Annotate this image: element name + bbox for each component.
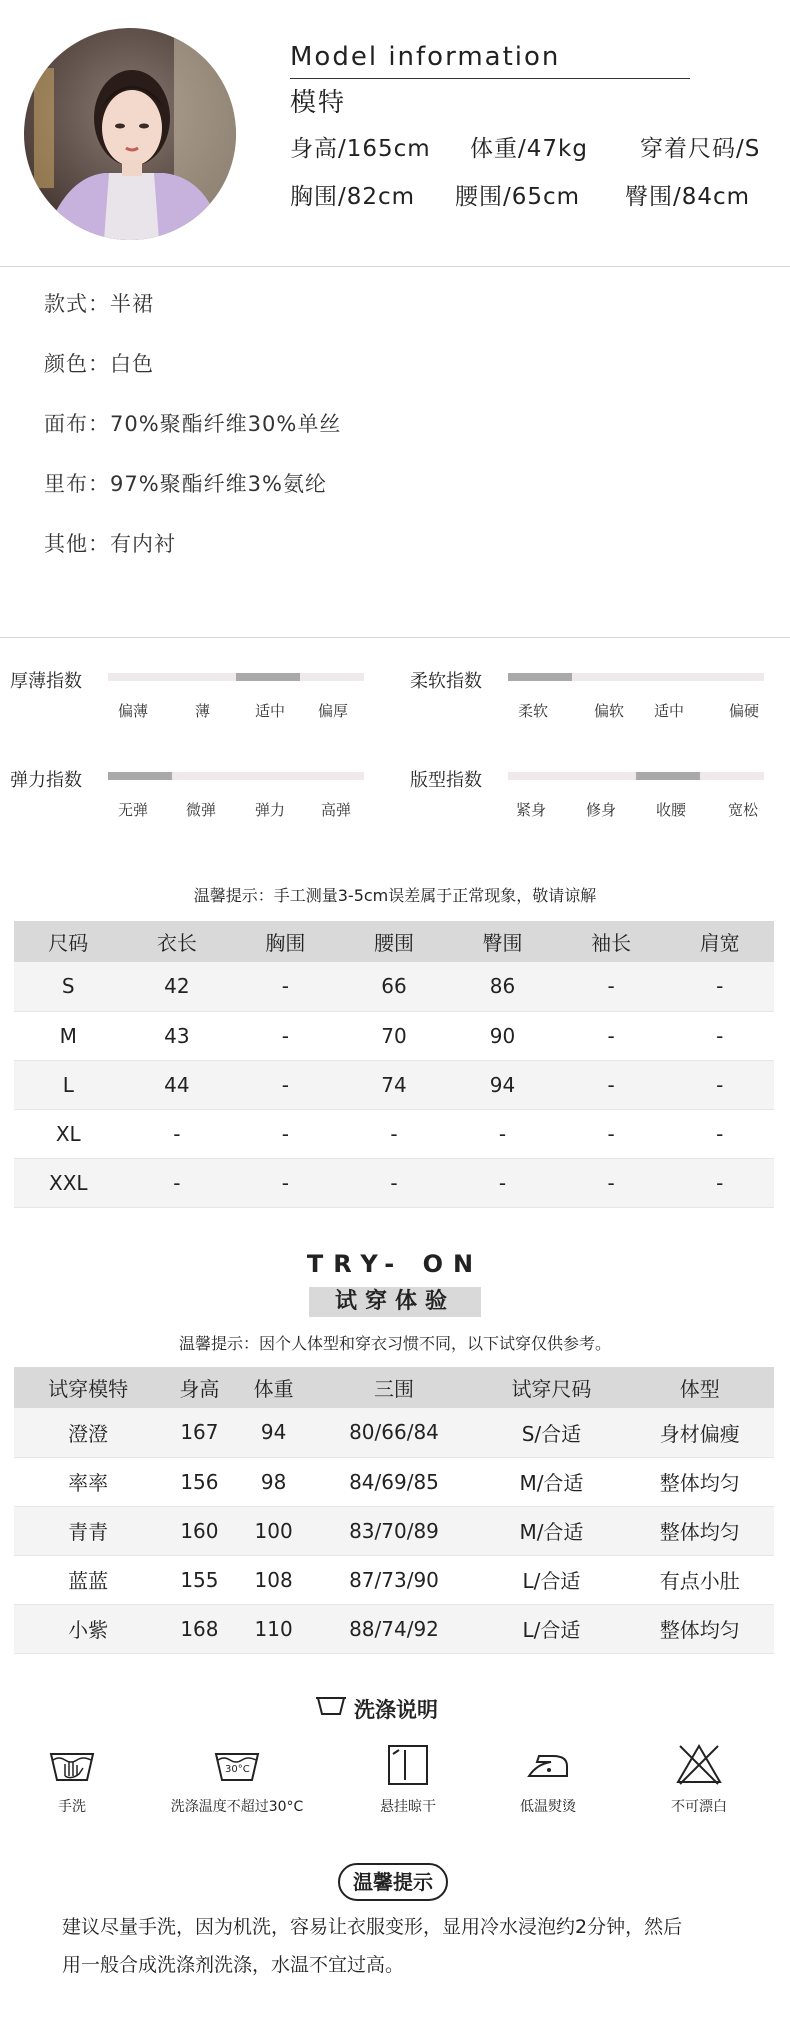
- table-cell: 小紫: [14, 1604, 162, 1653]
- table-cell: XL: [14, 1109, 123, 1158]
- table-row: [14, 1011, 774, 1060]
- spec-lining: 里布：97%聚酯纤维3%氨纶: [44, 472, 327, 496]
- basin-icon: [316, 1694, 346, 1722]
- elasticity-index-bar: [108, 772, 364, 780]
- hang-dry-icon: [383, 1740, 433, 1790]
- spec-fabric: 面布：70%聚酯纤维30%单丝: [44, 412, 342, 436]
- model-bust: 胸围/82cm: [290, 184, 416, 210]
- table-cell: M/合适: [477, 1457, 625, 1506]
- model-photo: [24, 28, 236, 240]
- col-header: 腰围: [340, 921, 449, 962]
- elasticity-index-fill: [108, 772, 172, 780]
- title-underline: [290, 78, 690, 79]
- table-cell: L/合适: [477, 1604, 625, 1653]
- model-hip: 臀围/84cm: [625, 184, 751, 210]
- table-cell: 43: [123, 1011, 232, 1060]
- table-cell: -: [665, 1109, 774, 1158]
- table-row: [14, 1555, 774, 1604]
- thickness-index-bar: [108, 673, 364, 681]
- table-cell: 66: [340, 962, 449, 1011]
- col-header: 胸围: [231, 921, 340, 962]
- table-cell: -: [557, 1011, 666, 1060]
- table-cell: -: [231, 1158, 340, 1207]
- col-header: 肩宽: [665, 921, 774, 962]
- wash-label: 低温熨烫: [520, 1799, 576, 1815]
- table-cell: -: [665, 962, 774, 1011]
- table-cell: 44: [123, 1060, 232, 1109]
- col-header: 臀围: [448, 921, 557, 962]
- col-header: 尺码: [14, 921, 123, 962]
- fit-tick: 宽松: [728, 801, 759, 819]
- table-cell: 90: [448, 1011, 557, 1060]
- table-cell: 74: [340, 1060, 449, 1109]
- softness-index-bar: [508, 673, 764, 681]
- softness-tick: 柔软: [518, 702, 549, 720]
- table-cell: -: [557, 1109, 666, 1158]
- tryon-title-cn: 试穿体验: [309, 1287, 481, 1317]
- tryon-title-en: TRY- ON: [306, 1250, 484, 1278]
- elasticity-tick: 弹力: [255, 801, 286, 819]
- table-row: [14, 1604, 774, 1653]
- table-cell: 168: [162, 1604, 236, 1653]
- table-cell: 澄澄: [14, 1408, 162, 1457]
- softness-index-fill: [508, 673, 572, 681]
- tips-line-2: 用一般合成洗涤剂洗涤，水温不宜过高。: [62, 1954, 405, 1976]
- table-cell: 整体均匀: [626, 1604, 774, 1653]
- table-cell: -: [448, 1158, 557, 1207]
- model-info-title: Model information: [290, 42, 561, 72]
- table-cell: 86: [448, 962, 557, 1011]
- table-cell: 156: [162, 1457, 236, 1506]
- tryon-note: 温馨提示：因个人体型和穿衣习惯不同，以下试穿仅供参考。: [178, 1334, 611, 1353]
- table-cell: 94: [448, 1060, 557, 1109]
- size-table-header: [14, 921, 774, 962]
- fit-tick: 收腰: [656, 801, 687, 819]
- table-cell: 87/73/90: [311, 1555, 478, 1604]
- table-cell: 84/69/85: [311, 1457, 478, 1506]
- col-header: 身高: [162, 1367, 236, 1408]
- col-header: 体重: [237, 1367, 311, 1408]
- table-cell: M/合适: [477, 1506, 625, 1555]
- elasticity-tick: 高弹: [321, 801, 352, 819]
- table-cell: 100: [237, 1506, 311, 1555]
- fit-index-label: 版型指数: [410, 770, 482, 791]
- table-cell: -: [340, 1158, 449, 1207]
- table-cell: -: [448, 1109, 557, 1158]
- table-cell: -: [665, 1158, 774, 1207]
- low-iron-icon: [523, 1740, 573, 1790]
- model-weight: 体重/47kg: [470, 136, 588, 162]
- wash-label: 洗涤温度不超过30°C: [170, 1799, 304, 1815]
- spec-other: 其他：有内衬: [44, 532, 176, 556]
- table-cell: S: [14, 962, 123, 1011]
- table-cell: -: [557, 962, 666, 1011]
- table-row: [14, 1109, 774, 1158]
- table-cell: 88/74/92: [311, 1604, 478, 1653]
- table-cell: 蓝蓝: [14, 1555, 162, 1604]
- model-subtitle: 模特: [290, 88, 347, 118]
- table-row: [14, 1457, 774, 1506]
- hand-wash-icon: [47, 1740, 97, 1790]
- divider: [0, 266, 790, 267]
- table-cell: 83/70/89: [311, 1506, 478, 1555]
- table-cell: -: [340, 1109, 449, 1158]
- thickness-index-fill: [236, 673, 300, 681]
- table-cell: 率率: [14, 1457, 162, 1506]
- table-row: [14, 1158, 774, 1207]
- thickness-tick: 偏厚: [318, 702, 349, 720]
- col-header: 三围: [311, 1367, 478, 1408]
- no-bleach-icon: [674, 1740, 724, 1790]
- softness-tick: 适中: [654, 702, 685, 720]
- col-header: 体型: [626, 1367, 774, 1408]
- col-header: 袖长: [557, 921, 666, 962]
- col-header: 衣长: [123, 921, 232, 962]
- tryon-table: [14, 1367, 774, 1654]
- size-table-note: 温馨提示：手工测量3-5cm误差属于正常现象，敬请谅解: [193, 886, 597, 905]
- table-cell: -: [231, 1060, 340, 1109]
- table-cell: 70: [340, 1011, 449, 1060]
- table-cell: 110: [237, 1604, 311, 1653]
- table-cell: 80/66/84: [311, 1408, 478, 1457]
- table-cell: -: [665, 1060, 774, 1109]
- table-cell: 98: [237, 1457, 311, 1506]
- tips-line-1: 建议尽量手洗，因为机洗，容易让衣服变形，显用冷水浸泡约2分钟，然后: [62, 1916, 683, 1938]
- table-cell: 160: [162, 1506, 236, 1555]
- fit-tick: 紧身: [516, 801, 547, 819]
- table-row: [14, 1506, 774, 1555]
- table-cell: -: [231, 1011, 340, 1060]
- elasticity-tick: 微弹: [186, 801, 217, 819]
- wash-label: 悬挂晾干: [380, 1799, 436, 1815]
- fit-index-fill: [636, 772, 700, 780]
- table-cell: -: [123, 1158, 232, 1207]
- elasticity-index-label: 弹力指数: [10, 770, 82, 791]
- spec-style: 款式：半裙: [44, 292, 154, 316]
- table-cell: -: [557, 1158, 666, 1207]
- softness-tick: 偏软: [594, 702, 625, 720]
- table-cell: 155: [162, 1555, 236, 1604]
- size-table: [14, 921, 774, 1208]
- model-height: 身高/165cm: [290, 136, 431, 162]
- wash-temp: 30°C: [225, 1764, 250, 1775]
- wash-30-icon: [212, 1740, 262, 1790]
- wash-label: 不可漂白: [671, 1799, 727, 1815]
- table-cell: M: [14, 1011, 123, 1060]
- model-waist: 腰围/65cm: [455, 184, 581, 210]
- table-row: [14, 1408, 774, 1457]
- table-cell: 整体均匀: [626, 1457, 774, 1506]
- thickness-tick: 适中: [255, 702, 286, 720]
- softness-index-label: 柔软指数: [410, 671, 482, 692]
- table-cell: S/合适: [477, 1408, 625, 1457]
- wash-title: 洗涤说明: [354, 1698, 438, 1722]
- table-cell: 94: [237, 1408, 311, 1457]
- divider: [0, 637, 790, 638]
- softness-tick: 偏硬: [729, 702, 760, 720]
- col-header: 试穿模特: [14, 1367, 162, 1408]
- col-header: 试穿尺码: [477, 1367, 625, 1408]
- table-cell: -: [231, 962, 340, 1011]
- thickness-tick: 偏薄: [118, 702, 149, 720]
- table-cell: 整体均匀: [626, 1506, 774, 1555]
- table-cell: XXL: [14, 1158, 123, 1207]
- table-cell: 108: [237, 1555, 311, 1604]
- table-cell: -: [665, 1011, 774, 1060]
- fit-tick: 修身: [586, 801, 617, 819]
- tryon-table-header: [14, 1367, 774, 1408]
- table-cell: 有点小肚: [626, 1555, 774, 1604]
- fit-index-bar: [508, 772, 764, 780]
- table-cell: 167: [162, 1408, 236, 1457]
- thickness-index-label: 厚薄指数: [10, 671, 82, 692]
- model-size: 穿着尺码/S: [640, 136, 761, 162]
- table-cell: 42: [123, 962, 232, 1011]
- spec-color: 颜色：白色: [44, 352, 154, 376]
- table-cell: 青青: [14, 1506, 162, 1555]
- table-row: [14, 962, 774, 1011]
- table-cell: L/合适: [477, 1555, 625, 1604]
- table-cell: -: [231, 1109, 340, 1158]
- table-cell: L: [14, 1060, 123, 1109]
- elasticity-tick: 无弹: [118, 801, 149, 819]
- wash-label: 手洗: [58, 1799, 86, 1815]
- table-cell: -: [557, 1060, 666, 1109]
- table-cell: -: [123, 1109, 232, 1158]
- thickness-tick: 薄: [195, 702, 211, 720]
- table-cell: 身材偏瘦: [626, 1408, 774, 1457]
- table-row: [14, 1060, 774, 1109]
- tips-title: 温馨提示: [338, 1863, 448, 1901]
